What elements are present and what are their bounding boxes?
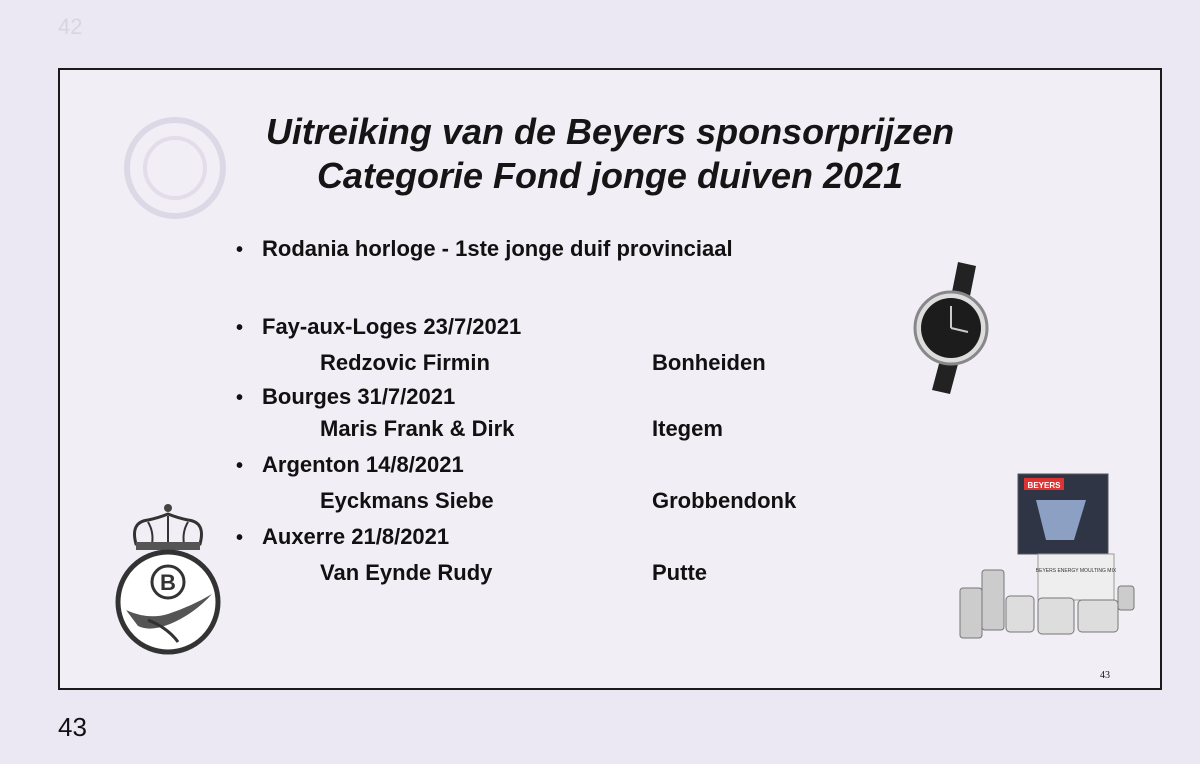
winner-name: Eyckmans Siebe <box>320 488 494 513</box>
product-box-sublabel: BEYERS ENERGY MOULTING MIX <box>1035 568 1117 574</box>
title-line-1: Uitreiking van de Beyers sponsorprijzen <box>265 111 955 152</box>
winner-name: Maris Frank & Dirk <box>320 416 515 441</box>
slide-title <box>180 110 1040 198</box>
bullet-dot-icon: • <box>236 317 244 339</box>
winner-name: Van Eynde Rudy <box>320 560 493 585</box>
product-box-label: BEYERS <box>1027 481 1061 490</box>
bullet-dot-icon: • <box>236 527 244 549</box>
logo-letter: B <box>160 570 176 595</box>
bullet-item: • Rodania horloge - 1ste jonge duif provinciaal <box>236 236 733 261</box>
watch-icon <box>906 260 996 400</box>
bullet-dot-icon: • <box>236 239 244 261</box>
bullet-dot-icon: • <box>236 455 244 477</box>
bleed-through-page-number: 42 <box>58 14 83 39</box>
bullet-item: • Auxerre 21/8/2021 <box>236 524 450 549</box>
page-number: 43 <box>58 712 87 742</box>
slide-number: 43 <box>1100 670 1110 681</box>
product-image <box>946 470 1146 665</box>
crown-pigeon-logo-icon <box>108 502 228 662</box>
winner-place: Putte <box>652 560 707 585</box>
product-box-icon <box>946 470 1146 660</box>
winner-name: Redzovic Firmin <box>320 350 490 375</box>
slide <box>58 68 1162 690</box>
bullet-item: • Fay-aux-Loges 23/7/2021 <box>236 314 522 339</box>
bullet-dot-icon: • <box>236 387 244 409</box>
winner-place: Itegem <box>652 416 723 441</box>
winner-place: Grobbendonk <box>652 488 797 513</box>
bullet-item: • Argenton 14/8/2021 <box>236 452 464 477</box>
title-line-2: Categorie Fond jonge duiven 2021 <box>316 155 904 196</box>
winner-place: Bonheiden <box>652 350 766 375</box>
bullet-item: • Bourges 31/7/2021 <box>236 384 456 409</box>
